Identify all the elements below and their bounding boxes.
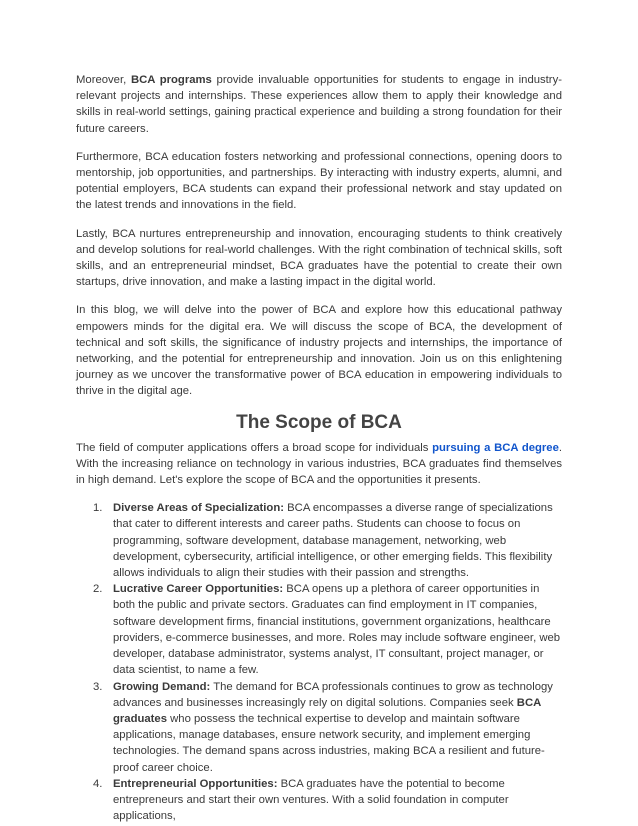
list-item-title: Entrepreneurial Opportunities: <box>113 777 278 790</box>
list-item-text: BCA opens up a plethora of career opportunities in both the public and private sectors. Graduates can find employment in IT companies, software development firms, financial institutions, government organizations, healthcare providers, e-commerce businesses, and more. Roles may include software engineer, web developer, database administrator, systems analyst, IT consultant, project manager, or data scientist, to name a few. <box>113 583 561 677</box>
section-heading: The Scope of BCA <box>236 411 402 433</box>
list-item <box>76 500 562 581</box>
list-number: 4. <box>93 777 103 790</box>
list-item-title: Diverse Areas of Specialization: <box>113 502 284 515</box>
paragraph-programs <box>76 72 562 137</box>
list-number: 1. <box>93 502 103 515</box>
bold-bca-programs: BCA programs <box>130 74 212 86</box>
bold-bca-graduates: BCA graduates <box>113 696 541 725</box>
list-item-text: BCA graduates have the potential to become entrepreneurs and start their own ventures. With a solid foundation in computer applications, <box>113 777 509 823</box>
list-number: 2. <box>93 583 103 596</box>
list-item-title: Growing Demand: <box>113 680 211 693</box>
paragraph-blog-intro: In this blog, we will delve into the power of BCA and explore how this educational pathway empowers minds for the digital era. We will discuss the scope of BCA, the development of technical and soft skills, the significance of industry projects and internships, the importance of networking, and the potential for entrepreneurship and innovation. Join us on this enlightening journey as we uncover the transformative power of BCA education in empowering individuals to thrive in the digital age. <box>76 304 562 398</box>
list-item-title: Lucrative Career Opportunities: <box>113 583 284 596</box>
paragraph-entrepreneurship: Lastly, BCA nurtures entrepreneurship and innovation, encouraging students to think creatively and develop solutions for real-world challenges. With the right combination of technical skills, soft skills, and an entrepreneurial mindset, BCA graduates have the potential to create their own startups, drive innovation, and make a lasting impact in the digital world. <box>76 227 562 289</box>
pursuing-bca-degree-link[interactable]: pursuing a BCA degree <box>432 441 559 454</box>
paragraph-networking: Furthermore, BCA education fosters networking and professional connections, opening doors to mentorship, job opportunities, and partnerships. By interacting with industry experts, alumni, and potential employers, BCA students can expand their professional network and stay updated on the latest trends and innovations in the field. <box>76 150 562 212</box>
list-item-text: BCA encompasses a diverse range of specializations that cater to different interests and career paths. Students can choose to focus on programming, software development, database management, networking, web development, cybersecurity, artificial intelligence, or other emerging fields. This flexibility allows individuals to align their studies with their passion and strengths. <box>113 502 553 580</box>
list-item <box>76 581 562 678</box>
list-item-text: who possess the technical expertise to develop and maintain software applications, manage databases, ensure network security, and implement emerging technologies. The demand spans across industries, making BCA a resilient and future-proof career choice. <box>113 712 545 774</box>
paragraph-text: Moreover, <box>76 74 131 86</box>
list-item <box>76 679 562 776</box>
list-item <box>76 776 562 825</box>
paragraph-scope-intro <box>76 440 562 489</box>
paragraph-text: . With the increasing reliance on technology in various industries, BCA graduates find themselves in high demand. Let's explore the scope of BCA and the opportunities it presents. <box>76 441 563 487</box>
paragraph-text: The field of computer applications offers a broad scope for individuals <box>76 441 433 454</box>
scope-list <box>76 500 562 824</box>
list-item-text: The demand for BCA professionals continues to grow as technology advances and businesses increasingly rely on digital solutions. Companies seek <box>113 680 553 709</box>
paragraph-text: provide invaluable opportunities for students to engage in industry-relevant projects and internships. These experiences allow them to apply their knowledge and skills in real-world settings, gaining practical experience and building a strong foundation for their future careers. <box>76 74 562 135</box>
list-number: 3. <box>93 680 103 693</box>
